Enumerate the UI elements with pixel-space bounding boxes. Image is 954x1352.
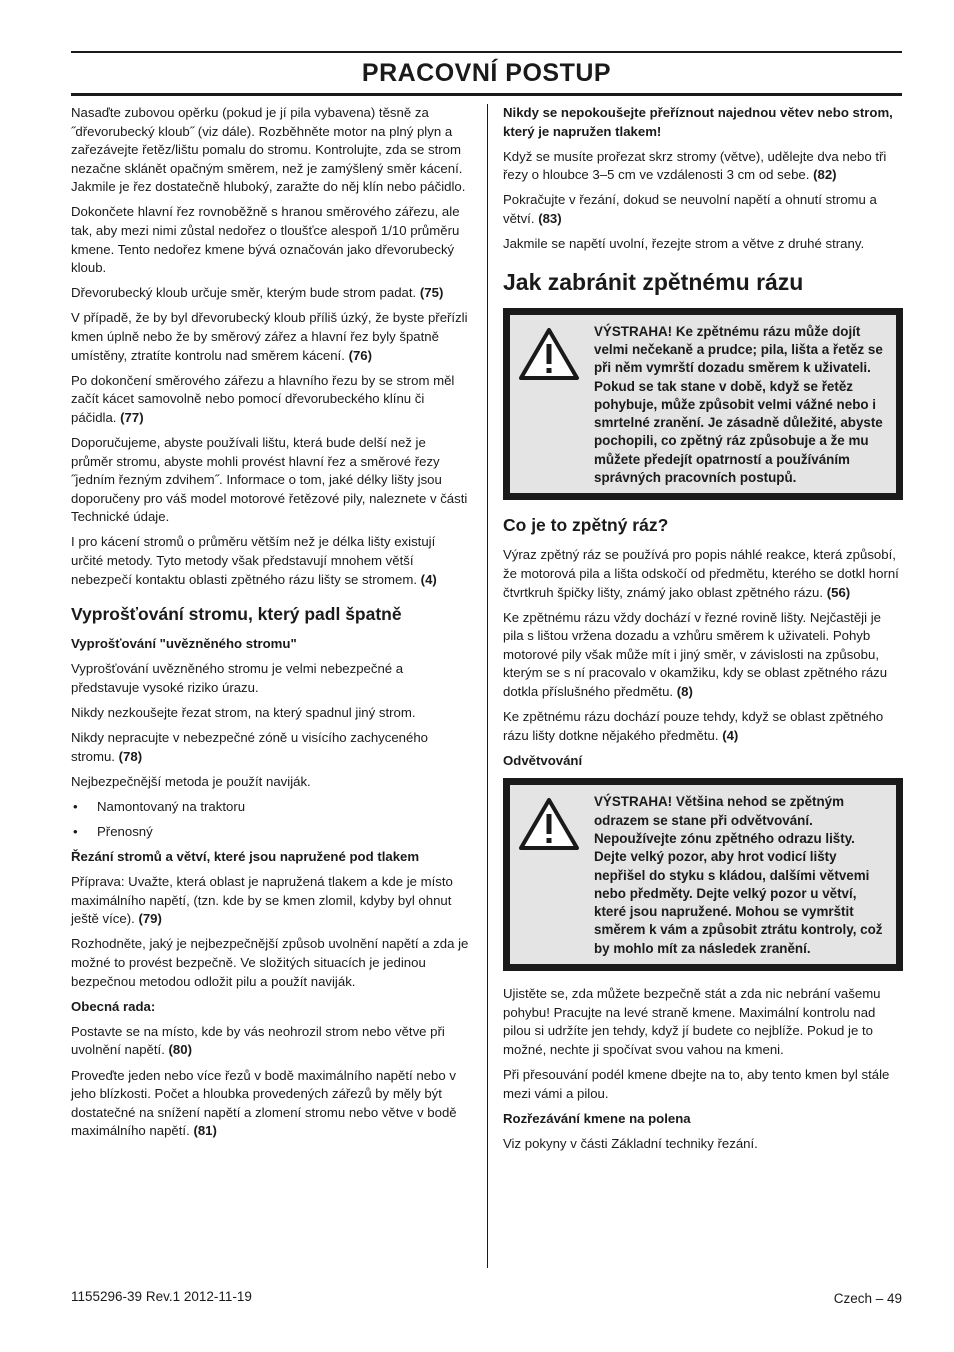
- warning-box: [503, 778, 903, 971]
- subheading-bucking: Rozřezávání kmene na polena: [503, 1110, 691, 1126]
- paragraph: Viz pokyny v části Základní techniky řezání.: [503, 1135, 758, 1151]
- figure-ref: (79): [138, 911, 162, 927]
- warning-box: [503, 308, 903, 501]
- paragraph: Rozhodněte, jaký je nejbezpečnější způsob uvolnění napětí a zda je možné to provést bezpečně. Ve složitých situacích je jedinou bezpečnou metodou odložit pilu a použít naviják.: [71, 936, 469, 989]
- figure-ref: (76): [348, 347, 373, 363]
- figure-ref: (82): [813, 167, 837, 183]
- figure-ref: (4): [722, 727, 739, 743]
- paragraph: Nikdy nepracujte v nebezpečné zóně u visícího zachyceného stromu. (78): [71, 730, 429, 764]
- paragraph: Doporučujeme, abyste používali lištu, která bude delší než je průměr stromu, abyste mohli provést hlavní řez a směrové řezy ˝jedním řezným zdvihem˝. Informace o tom, jaké délky lišty jsou doporučeny pro váš model motorové řetězové pily, naleznete v části Technické údaje.: [71, 435, 468, 525]
- left-column: [71, 104, 469, 1147]
- paragraph: Když se musíte prořezat skrz stromy (větve), udělejte dva nebo tři řezy o hloubce 3–5 cm ve vzdálenosti 3 cm od sebe. (82): [503, 148, 887, 183]
- section-heading-kickback: Jak zabránit zpětnému rázu: [503, 268, 804, 295]
- footer-doc-id: 1155296-39 Rev.1 2012-11-19: [71, 1289, 252, 1304]
- paragraph: Dřevorubecký kloub určuje směr, kterým bude strom padat. (75): [71, 285, 444, 301]
- paragraph: Ke zpětnému rázu dochází pouze tehdy, když se oblast zpětného rázu lišty dotkne nějakého předmětu. (4): [503, 709, 884, 743]
- subheading-trapped-tree: Vyprošťování "uvězněného stromu": [71, 636, 297, 652]
- figure-ref: (4): [420, 571, 437, 587]
- paragraph: Nasaďte zubovou opěrku (pokud je jí pila vybavena) těsně za ˝dřevorubecký kloub˝ (viz dále). Rozběhněte motor na plný plyn a zařezávejte řetěz/lištu pomalu do stromu. Kontrolujte, zda se strom nezačne sklánět opačným směrem, než je zamýšlený směr kácení. Jakmile je řez dostatečně hluboký, zaražte do něj klín nebo páčidlo.: [71, 105, 466, 195]
- paragraph: Výraz zpětný ráz se používá pro popis náhlé reakce, která způsobí, že motorová pila a lišta odskočí od předmětu, kterého se dotkl horní čtvrtkruh špičky lišty, známý jako oblast zpětného rázu. (56): [503, 547, 899, 600]
- section-heading-what-is-kickback: Co je to zpětný ráz?: [503, 515, 669, 536]
- header-rule-bottom: [71, 93, 902, 96]
- paragraph: Jakmile se napětí uvolní, řezejte strom a větve z druhé strany.: [503, 236, 865, 252]
- warning-triangle-icon: [518, 793, 582, 958]
- figure-ref: (56): [826, 584, 851, 600]
- warning-text: VÝSTRAHA! Většina nehod se zpětným odrazem se stane při odvětvování. Nepoužívejte zónu zpětného odrazu lišty. Dejte velký pozor, aby hrot vodicí lišty nepřišel do styku s kládou, dalšími větvemi nebo předměty. Dejte velký pozor u větví, které jsou napružené. Mohou se vymrštit směrem k vám a způsobit ztrátu kontroly, což by mohlo mít za následek zranění.: [594, 794, 883, 956]
- bullet-icon: •: [73, 824, 78, 839]
- right-column: [503, 104, 903, 1160]
- page-title: PRACOVNÍ POSTUP: [361, 59, 612, 87]
- figure-ref: (81): [193, 1123, 217, 1139]
- figure-ref: (75): [419, 285, 444, 301]
- paragraph: Proveďte jeden nebo více řezů v bodě maximálního napětí nebo v jeho blízkosti. Počet a hloubka provedených zářezů by měly být dostatečné na snížení napětí a zlomení stromu nebo větve v bodě maximálního napětí. (81): [71, 1067, 457, 1139]
- paragraph: V případě, že by byl dřevorubecký kloub příliš úzký, že byste přeřízli kmen úplně nebo že by směrový zářez a hlavní řez byly špatně umístěny, ztratíte kontrolu nad směrem kácení. (76): [71, 310, 468, 363]
- footer-page-number: Czech – 49: [833, 1291, 902, 1306]
- column-divider: [487, 104, 488, 1268]
- paragraph: Nikdy nezkoušejte řezat strom, na který spadnul jiný strom.: [71, 705, 416, 721]
- paragraph: Pokračujte v řezání, dokud se neuvolní napětí a ohnutí stromu a větví. (83): [503, 192, 877, 226]
- warning-text: VÝSTRAHA! Ke zpětnému rázu může dojít velmi nečekaně a prudce; pila, lišta a řetěz se při něm vymrští dozadu směrem k uživateli. Pokud se tak stane v době, když se řetěz pohybuje, může způsobit velmi vážné nebo i smrtelné zranění. Je zásadně důležité, abyste pochopili, co zpětný ráz způsobuje a že mu můžete předejít opatrností a používáním správných pracovních postupů.: [594, 323, 883, 486]
- subheading-general-advice: Obecná rada:: [71, 998, 156, 1014]
- warning-triangle-icon: [518, 323, 582, 488]
- paragraph: Nejbezpečnější metoda je použít naviják.: [71, 773, 311, 789]
- bullet-icon: •: [73, 798, 78, 814]
- figure-ref: (80): [168, 1042, 192, 1058]
- subheading-tension: Řezání stromů a větví, které jsou napružené pod tlakem: [71, 849, 420, 865]
- subheading-limbing: Odvětvování: [503, 752, 583, 768]
- paragraph: Vyprošťování uvězněného stromu je velmi nebezpečné a představuje vysoké riziko úrazu.: [71, 661, 404, 695]
- figure-ref: (78): [118, 748, 143, 764]
- paragraph: Ujistěte se, zda můžete bezpečně stát a zda nic nebrání vašemu pohybu! Pracujte na levé straně kmene. Maximální kontrolu nad pilou si udržíte jen tehdy, když jí budete co nejblíže. Pokud je to možné, nechte ji spočívat svou vahou na kmeni.: [503, 986, 881, 1057]
- paragraph: I pro kácení stromů o průměru větším než je délka lišty existují určité metody. Tyto metody však představují mnohem větší nebezpečí kontaktu oblasti zpětného rázu lišty se stromem. (4): [71, 534, 437, 587]
- list-item: • Přenosný: [71, 823, 469, 842]
- paragraph: Dokončete hlavní řez rovnoběžně s hranou směrového zářezu, ale tak, aby mezi nimi zůstal nedořez o tloušťce alespoň 1/10 průměru kmene. Tento nedořez kmene bývá označován jako dřevorubecký kloub.: [71, 204, 460, 276]
- paragraph: Po dokončení směrového zářezu a hlavního řezu by se strom měl začít kácet samovolně nebo pomocí dřevorubeckého klínu či páčidla. (77): [71, 372, 455, 425]
- figure-ref: (83): [538, 210, 562, 226]
- list-item: • Namontovaný na traktoru: [71, 798, 469, 817]
- bold-warning-line: Nikdy se nepokoušejte přeříznout najednou větev nebo strom, který je napružen tlakem!: [503, 105, 893, 139]
- paragraph: Postavte se na místo, kde by vás neohrozil strom nebo větve při uvolnění napětí. (80): [71, 1023, 445, 1058]
- paragraph: Při přesouvání podél kmene dbejte na to, aby tento kmen byl stále mezi vámi a pilou.: [503, 1066, 890, 1101]
- paragraph: Příprava: Uvažte, která oblast je napružená tlakem a kde je místo maximálního napětí, (tzn. kde by se kmen zlomil, kdyby byl ohnut ještě více). (79): [71, 874, 453, 927]
- figure-ref: (8): [676, 683, 693, 699]
- header-rule-top: [71, 51, 902, 53]
- figure-ref: (77): [120, 409, 144, 425]
- section-heading-rescue: Vyprošťování stromu, který padl špatně: [71, 604, 402, 625]
- paragraph: Ke zpětnému rázu vždy dochází v řezné rovině lišty. Nejčastěji je pila s lištou vržena dozadu a vzhůru směrem k uživateli. Pohyb motorové pily však může mít i jiný směr, v závislosti na způsobu, kterým se s ní pracovalo v okamžiku, kdy se oblast zpětného rázu dotkla příslušného předmětu. (8): [503, 609, 888, 699]
